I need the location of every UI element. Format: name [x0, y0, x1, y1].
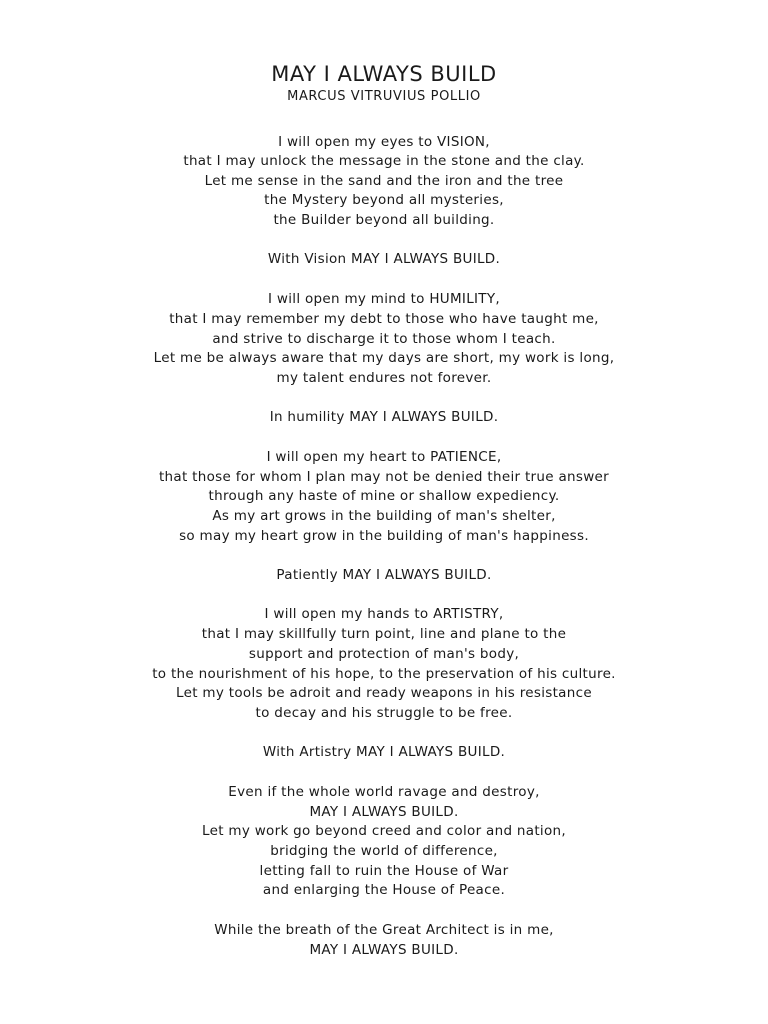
poem-line: so may my heart grow in the building of man's happiness.: [179, 528, 589, 544]
poem-line: I will open my eyes to VISION,: [278, 134, 490, 150]
poem-line: to decay and his struggle to be free.: [255, 705, 513, 721]
poem-refrain: With Artistry MAY I ALWAYS BUILD.: [262, 744, 506, 760]
poem-line: Let my tools be adroit and ready weapons in his resistance: [176, 685, 592, 701]
poem-refrain: In humility MAY I ALWAYS BUILD.: [269, 409, 499, 425]
poem-refrain: MAY I ALWAYS BUILD.: [309, 804, 459, 820]
poem-line: that I may remember my debt to those who have taught me,: [169, 311, 599, 327]
poem-line: my talent endures not forever.: [276, 370, 492, 386]
poem-line: through any haste of mine or shallow expediency.: [208, 488, 560, 504]
poem-line: I will open my hands to ARTISTRY,: [264, 606, 504, 622]
poem-line: Let me sense in the sand and the iron and the tree: [204, 173, 564, 189]
poem-line: support and protection of man's body,: [248, 646, 520, 662]
poem-title: MAY I ALWAYS BUILD: [271, 62, 497, 86]
poem-refrain: MAY I ALWAYS BUILD.: [309, 942, 459, 958]
poem-line: I will open my mind to HUMILITY,: [268, 291, 500, 307]
poem-line: Let my work go beyond creed and color and nation,: [202, 823, 566, 839]
poem-line: Let me be always aware that my days are short, my work is long,: [153, 350, 615, 366]
poem-author: MARCUS VITRUVIUS POLLIO: [287, 89, 481, 104]
poem-line: letting fall to ruin the House of War: [259, 863, 509, 879]
poem-line: I will open my heart to PATIENCE,: [266, 449, 502, 465]
poem-line: As my art grows in the building of man's shelter,: [212, 508, 556, 524]
poem-line: bridging the world of difference,: [270, 843, 498, 859]
poem-line: the Mystery beyond all mysteries,: [264, 192, 504, 208]
poem-line: Even if the whole world ravage and destroy,: [228, 784, 540, 800]
poem-line: While the breath of the Great Architect is in me,: [214, 922, 554, 938]
poem-line: the Builder beyond all building.: [273, 212, 495, 228]
poem-line: that I may skillfully turn point, line and plane to the: [201, 626, 567, 642]
poem-refrain: Patiently MAY I ALWAYS BUILD.: [276, 567, 492, 583]
poem-line: and strive to discharge it to those whom I teach.: [212, 331, 556, 347]
poem-refrain: With Vision MAY I ALWAYS BUILD.: [267, 251, 501, 267]
poem-line: that I may unlock the message in the stone and the clay.: [183, 153, 585, 169]
poem-line: that those for whom I plan may not be denied their true answer: [158, 469, 610, 485]
poem-line: to the nourishment of his hope, to the preservation of his culture.: [152, 666, 616, 682]
poem-line: and enlarging the House of Peace.: [262, 882, 506, 898]
